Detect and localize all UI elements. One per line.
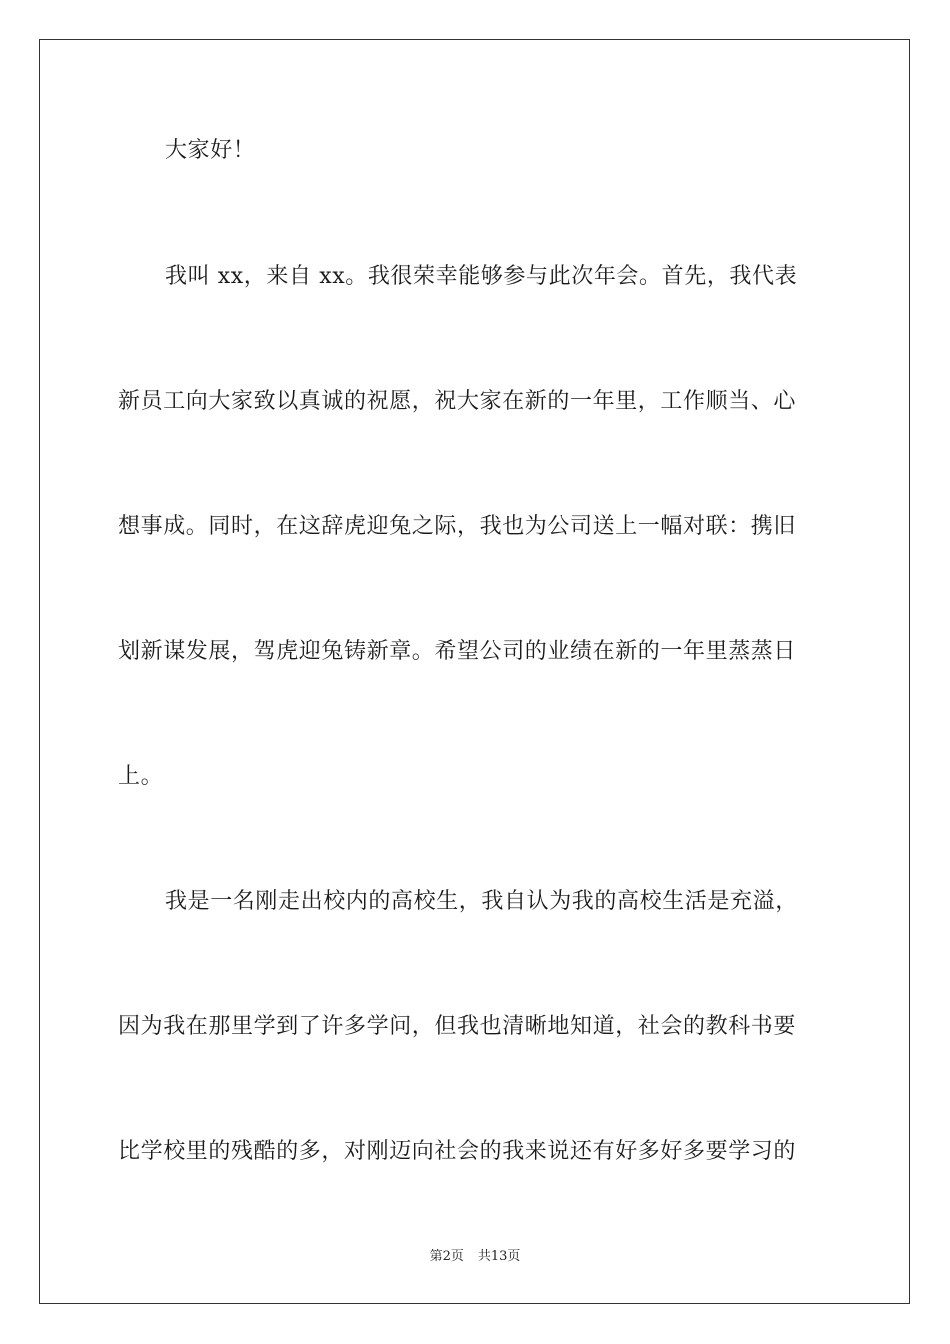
- text-line: 我叫 xx，来自 xx。我很荣幸能够参与此次年会。首先，我代表: [165, 264, 798, 289]
- greeting-line: 大家好！: [165, 138, 256, 163]
- page-number-current: 第2页: [429, 1249, 464, 1264]
- page-footer: [0, 1248, 950, 1266]
- text-line: 比学校里的残酷的多，对刚迈向社会的我来说还有好多好多要学习的: [118, 1139, 797, 1164]
- text-line: 新员工向大家致以真诚的祝愿，祝大家在新的一年里，工作顺当、心: [118, 389, 797, 414]
- text-line: 划新谋发展，驾虎迎兔铸新章。希望公司的业绩在新的一年里蒸蒸日: [118, 639, 797, 664]
- text-line: 想事成。同时，在这辞虎迎兔之际，我也为公司送上一幅对联：携旧: [118, 514, 797, 539]
- page-number-total: 共13页: [477, 1249, 521, 1264]
- text-line: 因为我在那里学到了许多学问，但我也清晰地知道，社会的教科书要: [118, 1014, 797, 1039]
- page-border: [39, 39, 910, 1304]
- text-line: 上。: [118, 764, 164, 789]
- text-line: 我是一名刚走出校内的高校生，我自认为我的高校生活是充溢，: [165, 889, 798, 914]
